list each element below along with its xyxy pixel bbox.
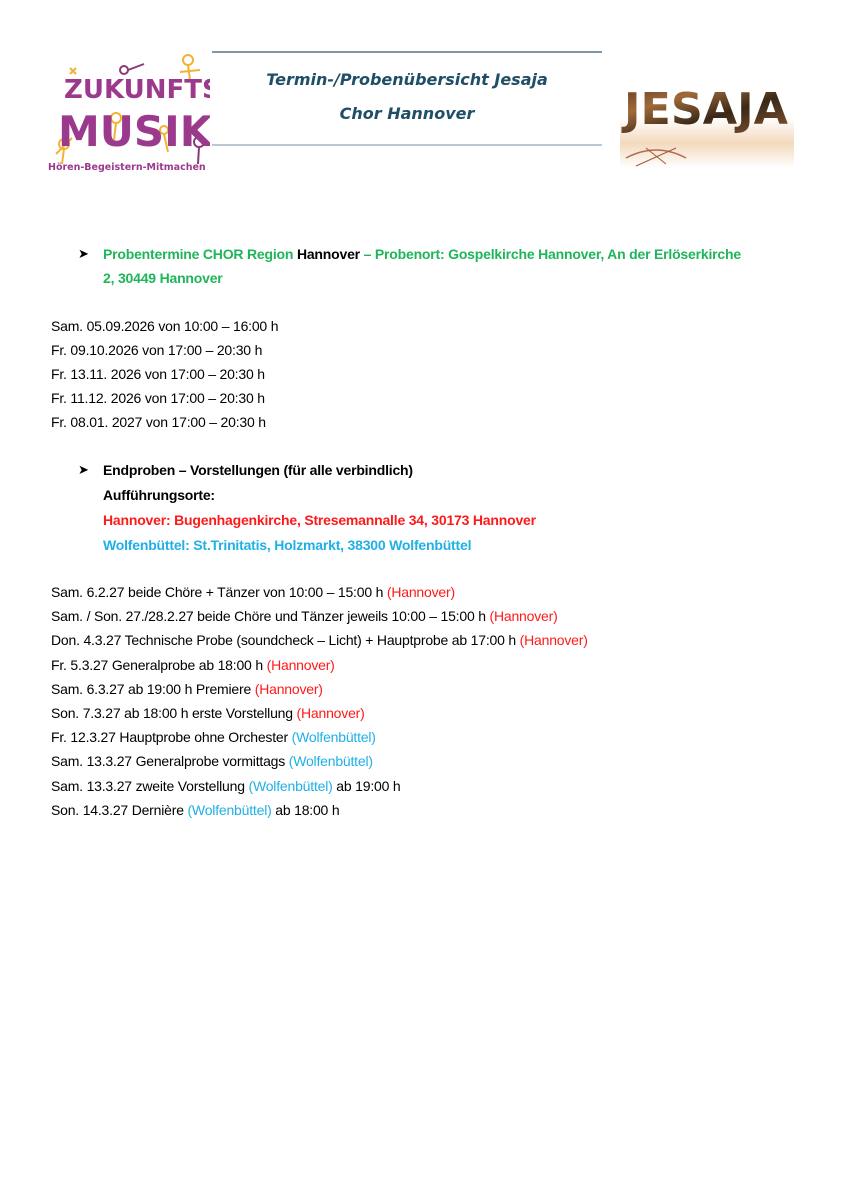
event-description: Fr. 5.3.27 Generalprobe ab 18:00 h (51, 656, 267, 673)
event-row (51, 752, 373, 770)
event-description: Sam. 6.3.27 ab 19:00 h Premiere (51, 680, 255, 697)
event-description: Son. 14.3.27 Dernière (51, 801, 188, 818)
event-location: (Hannover) (266, 656, 335, 673)
logo-text-musik: MUSIK (58, 107, 210, 156)
event-description: Don. 4.3.27 Technische Probe (soundcheck – Licht) + Hauptprobe ab 17:00 h (51, 632, 520, 649)
event-location: (Hannover) (386, 584, 455, 600)
event-location: (Hannover) (519, 632, 588, 649)
venues-label: Aufführungsorte: (103, 487, 215, 503)
section1-heading-part1: Probentermine CHOR Region (103, 246, 297, 262)
event-description: Sam. 6.2.27 beide Chöre + Tänzer von 10:00 – 15:00 h (51, 584, 387, 600)
event-location: (Hannover) (489, 608, 558, 625)
venue-wolfenbuettel: Wolfenbüttel: St.Trinitatis, Holzmarkt, 38300 Wolfenbüttel (103, 537, 472, 553)
event-row (51, 631, 588, 649)
bullet-arrow-icon: ➤ (78, 462, 89, 477)
event-row (51, 777, 400, 795)
event-time: ab 19:00 h (332, 777, 401, 794)
venue-hannover: Hannover: Bugenhagenkirche, Stresemannalle 34, 30173 Hannover (103, 512, 536, 528)
section2-heading: Endproben – Vorstellungen (für alle verbindlich) (103, 462, 413, 478)
jesaja-logo (616, 58, 798, 174)
event-location: (Wolfenbüttel) (248, 777, 333, 794)
bullet-arrow-icon: ➤ (78, 246, 89, 261)
section1-heading-location: – Probenort: Gospelkirche Hannover, An der Erlöserkirche (359, 246, 741, 262)
event-description: Son. 7.3.27 ab 18:00 h erste Vorstellung (51, 705, 297, 721)
rehearsal-date: Fr. 08.01. 2027 von 17:00 – 20:30 h (51, 414, 266, 430)
header-rule-bottom (212, 144, 602, 146)
logo-tagline: Hören-Begeistern-Mitmachen (48, 162, 206, 173)
event-row (51, 656, 335, 674)
event-location: (Wolfenbüttel) (187, 801, 272, 818)
event-location: (Wolfenbüttel) (291, 729, 376, 746)
event-row (51, 607, 558, 625)
document-subtitle: Chor Hannover (339, 104, 475, 123)
event-row (51, 801, 339, 819)
event-location: (Hannover) (296, 705, 365, 721)
rehearsal-date: Fr. 09.10.2026 von 17:00 – 20:30 h (51, 342, 263, 358)
event-location: (Wolfenbüttel) (288, 753, 373, 770)
jesaja-logo-text: JESAJA (620, 84, 788, 135)
event-row (51, 583, 455, 601)
section1-heading-line2: 2, 30449 Hannover (103, 270, 223, 286)
rehearsal-date: Fr. 11.12. 2026 von 17:00 – 20:30 h (51, 390, 265, 406)
event-row (51, 704, 365, 722)
event-description: Sam. 13.3.27 Generalprobe vormittags (51, 753, 289, 770)
rehearsal-date: Sam. 05.09.2026 von 10:00 – 16:00 h (51, 318, 279, 334)
event-time: ab 18:00 h (271, 801, 340, 818)
zukunftsmusik-logo (44, 48, 210, 174)
rehearsal-date: Fr. 13.11. 2026 von 17:00 – 20:30 h (51, 366, 265, 382)
header-rule-top (212, 51, 602, 53)
event-description: Sam. / Son. 27./28.2.27 beide Chöre und Tänzer jeweils 10:00 – 15:00 h (51, 608, 490, 625)
event-row (51, 728, 376, 746)
event-row (51, 680, 323, 698)
logo-text-zukunfts: ZUKUNFTS (64, 75, 210, 105)
event-location: (Hannover) (254, 680, 323, 697)
section1-heading (103, 245, 741, 263)
event-description: Sam. 13.3.27 zweite Vorstellung (51, 777, 249, 794)
section1-heading-region: Hannover (296, 246, 360, 262)
event-description: Fr. 12.3.27 Hauptprobe ohne Orchester (51, 729, 292, 746)
document-title: Termin-/Probenübersicht Jesaja (266, 70, 548, 89)
